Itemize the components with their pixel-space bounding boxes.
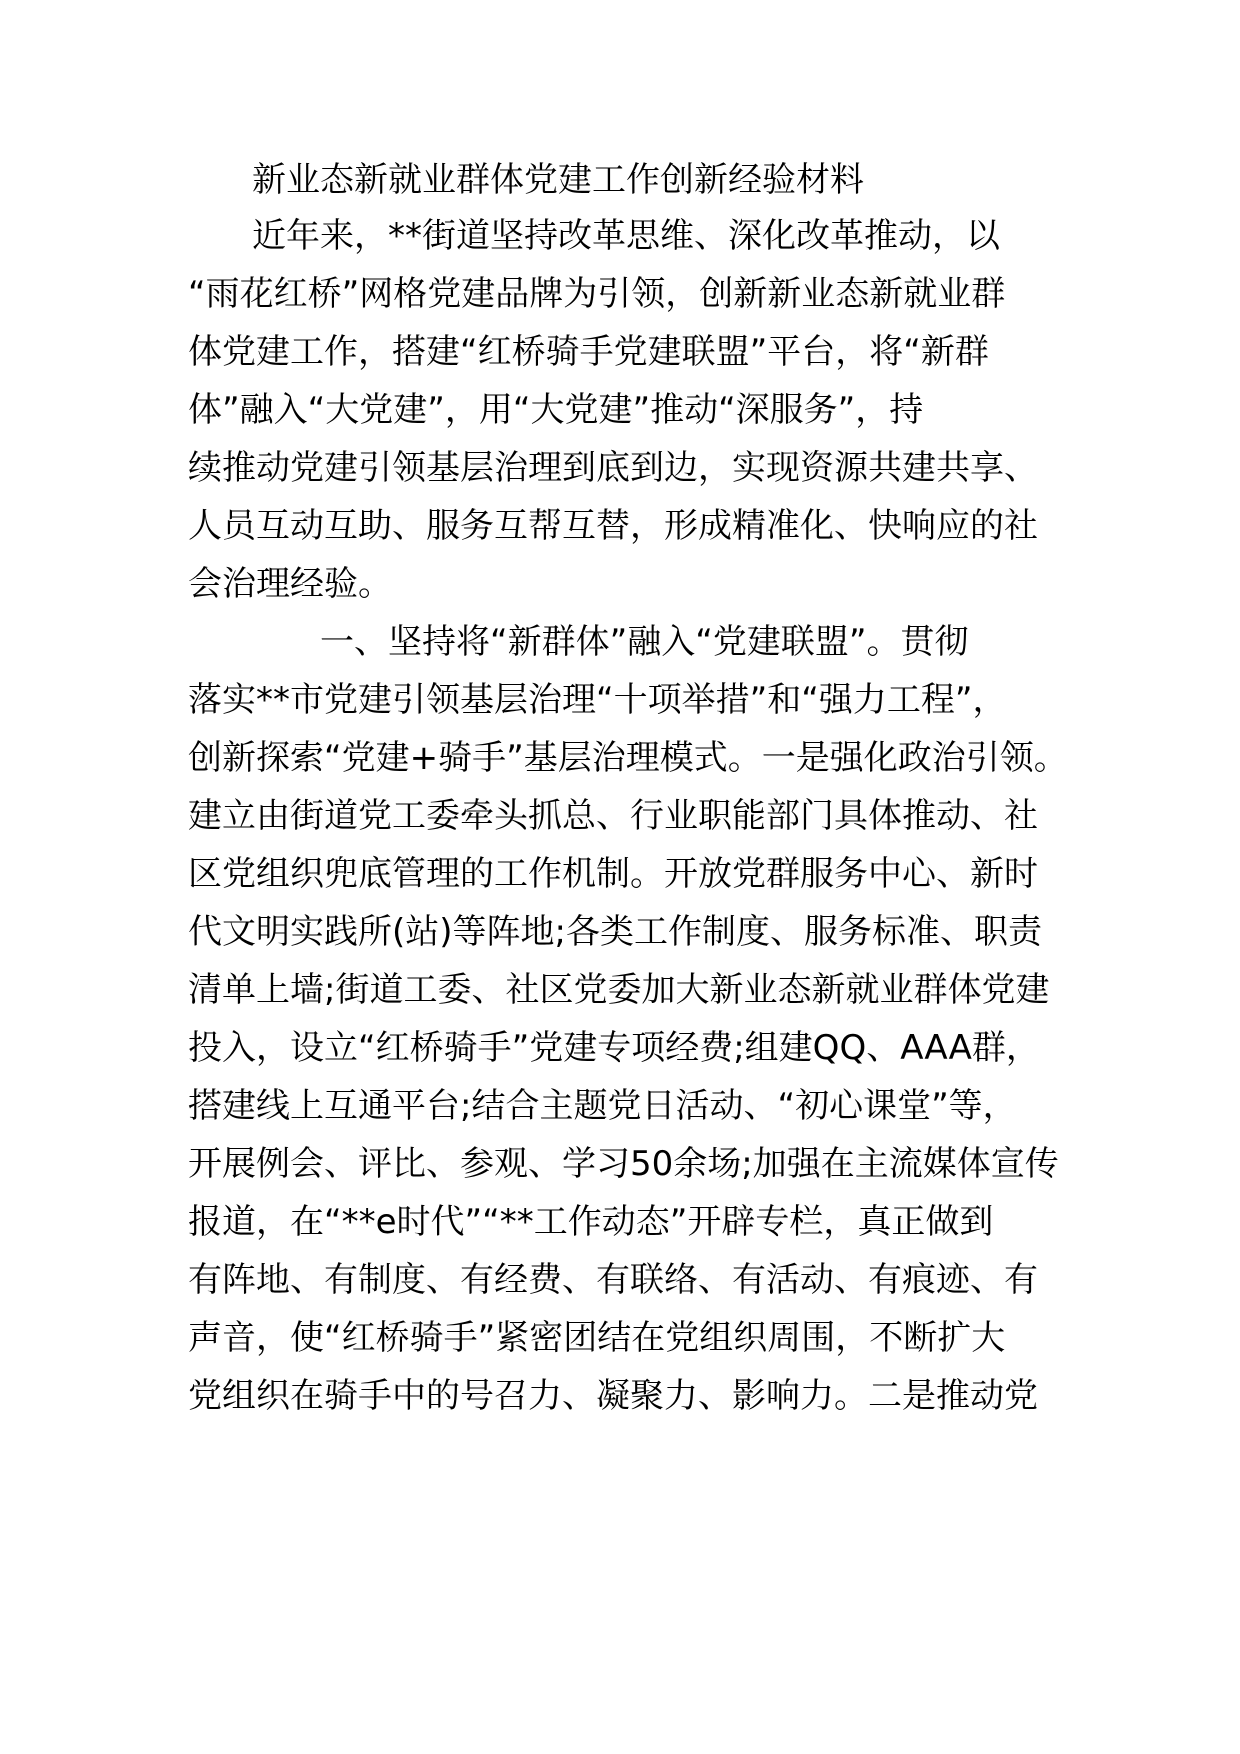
paragraph-line: 有阵地、有制度、有经费、有联络、有活动、有痕迹、有 <box>188 1260 1038 1300</box>
paragraph-line: 续推动党建引领基层治理到底到边，实现资源共建共享、 <box>188 448 1038 488</box>
paragraph-line: 清单上墙;街道工委、社区党委加大新业态新就业群体党建 <box>188 970 1050 1010</box>
paragraph-line: 搭建线上互通平台;结合主题党日活动、“初心课堂”等， <box>188 1086 1017 1126</box>
paragraph-line: 创新探索“党建+骑手”基层治理模式。一是强化政治引领。 <box>188 738 1068 778</box>
paragraph-line: 区党组织兜底管理的工作机制。开放党群服务中心、新时 <box>188 854 1038 894</box>
paragraph-line: 报道，在“**e时代”“**工作动态”开辟专栏，真正做到 <box>188 1202 994 1242</box>
paragraph-line: 近年来，**街道坚持改革思维、深化改革推动，以 <box>252 216 1000 256</box>
paragraph-line: 落实**市党建引领基层治理“十项举措”和“强力工程”， <box>188 680 1007 720</box>
paragraph-line: 代文明实践所(站)等阵地;各类工作制度、服务标准、职责 <box>188 912 1042 952</box>
paragraph-line: 开展例会、评比、参观、学习50余场;加强在主流媒体宣传 <box>188 1144 1059 1184</box>
paragraph-line: “雨花红桥”网格党建品牌为引领，创新新业态新就业群 <box>188 274 1006 314</box>
paragraph-line: 人员互动互助、服务互帮互替，形成精准化、快响应的社 <box>188 506 1038 546</box>
paragraph-line: 声音，使“红桥骑手”紧密团结在党组织周围，不断扩大 <box>188 1318 1006 1358</box>
paragraph-line: 建立由街道党工委牵头抓总、行业职能部门具体推动、社 <box>188 796 1038 836</box>
section-heading-line: 一、坚持将“新群体”融入“党建联盟”。贯彻 <box>320 622 969 662</box>
paragraph-line: 会治理经验。 <box>188 564 392 604</box>
paragraph-line: 体党建工作，搭建“红桥骑手党建联盟”平台，将“新群 <box>188 332 989 372</box>
document-title: 新业态新就业群体党建工作创新经验材料 <box>252 160 864 200</box>
paragraph-line: 党组织在骑手中的号召力、凝聚力、影响力。二是推动党 <box>188 1376 1038 1416</box>
paragraph-line: 体”融入“大党建”，用“大党建”推动“深服务”，持 <box>188 390 924 430</box>
paragraph-line: 投入，设立“红桥骑手”党建专项经费;组建QQ、AAA群， <box>188 1028 1040 1068</box>
